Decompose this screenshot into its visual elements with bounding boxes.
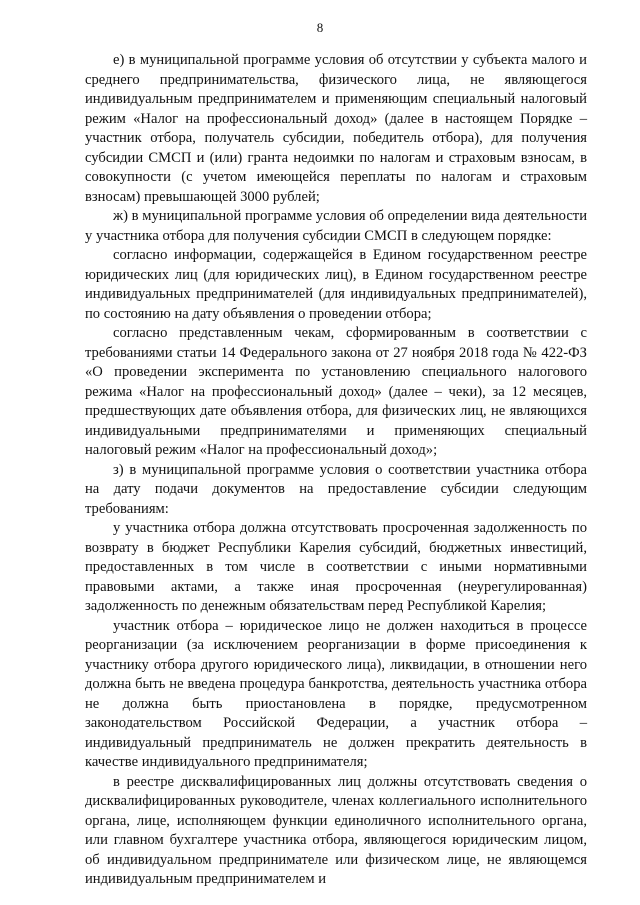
- paragraph-registry-information: согласно информации, содержащейся в Едином государственном реестре юридических лиц (для юридических лиц), в Едином государственном реестре индивидуальных предпринимателей (для индивидуальных предпринимателей), по состоянию на дату объявления о проведении отбора;: [85, 247, 587, 322]
- document-body: [85, 51, 587, 890]
- paragraph-z-requirements: з) в муниципальной программе условия о соответствии участника отбора на дату подачи документов на предоставление субсидии следующим требованиям:: [85, 461, 587, 517]
- paragraph-zh-activity-type: ж) в муниципальной программе условия об определении вида деятельности у участника отбора для получения субсидии СМСП в следующем порядке:: [85, 208, 587, 244]
- paragraph-e-tax-arrears: е) в муниципальной программе условия об отсутствии у субъекта малого и среднего предпринимательства, физического лица, не являющегося индивидуальным предпринимателем и применяющим специальный налоговый режим «Налог на профессиональный доход» (далее в настоящем Порядке – участник отбора, получатель субсидии, победитель отбора), для получения субсидии СМСП и (или) гранта недоимки по налогам и страховым взносам, в совокупности (с учетом имеющейся переплаты по налогам и страховым взносам) превышающей 3000 рублей;: [85, 52, 587, 205]
- paragraph-reorganization: участник отбора – юридическое лицо не должен находиться в процессе реорганизации (за исключением реорганизации в форме присоединения к участнику отбора другого юридического лица), ликвидации, в отношении него должна быть не введена процедура банкротства, деятельность участника отбора не должна быть приостановлена в порядке, предусмотренном законодательством Российской Федерации, а участник отбора – индивидуальный предприниматель не должен прекратить деятельность в качестве индивидуального предпринимателя;: [85, 617, 587, 770]
- paragraph-overdue-debt: у участника отбора должна отсутствовать просроченная задолженность по возврату в бюджет Республики Карелия субсидий, бюджетных инвестиций, предоставленных в том числе в соответствии с иными нормативными правовыми актами, а также иная просроченная (неурегулированная) задолженность по денежным обязательствам перед Республикой Карелия;: [85, 520, 587, 614]
- page-number: 8: [316, 20, 324, 35]
- paragraph-receipts: согласно представленным чекам, сформированным в соответствии с требованиями статьи 14 Федерального закона от 27 ноября 2018 года № 422-ФЗ «О проведении эксперимента по установлению специального налогового режима «Налог на профессиональный доход» (далее – чеки), за 12 месяцев, предшествующих дате объявления отбора, для физических лиц, не являющихся индивидуальными предпринимателями и применяющих специальный налоговый режим «Налог на профессиональный доход»;: [85, 325, 587, 458]
- paragraph-disqualified-persons: в реестре дисквалифицированных лиц должны отсутствовать сведения о дисквалифицированных руководителе, членах коллегиального исполнительного органа, лице, исполняющем функции единоличного исполнительного органа, или главном бухгалтере участника отбора, являющегося юридическим лицом, об индивидуальном предпринимателе или физическом лице, не являющемся индивидуальным предпринимателем и: [85, 773, 587, 887]
